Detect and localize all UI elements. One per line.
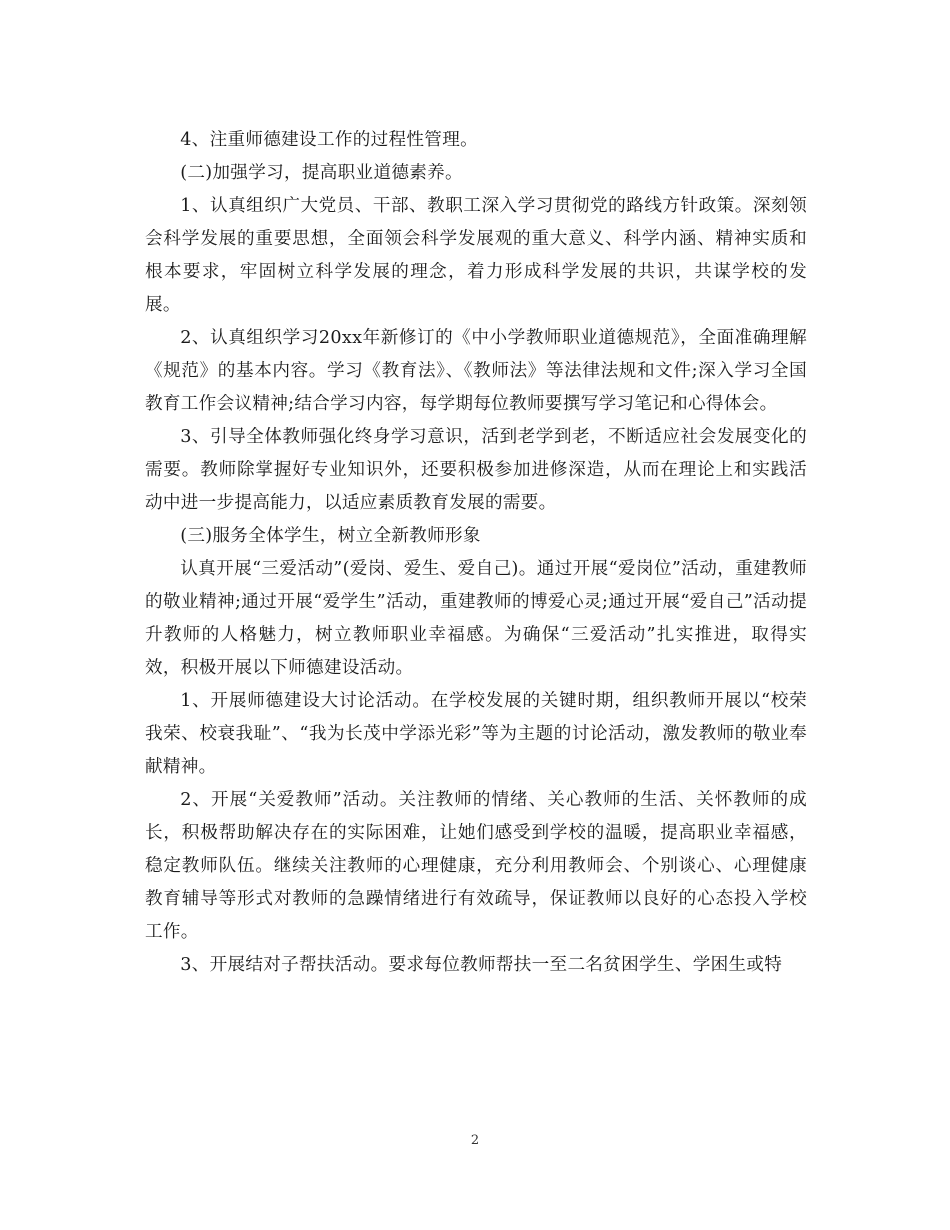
paragraph-item-4-management: 4、注重师德建设工作的过程性管理。 [180, 130, 478, 150]
paragraph-pairing-assistance: 3、开展结对子帮扶活动。要求每位教师帮扶一至二名贫困学生、学困生或特 [180, 955, 783, 975]
paragraph-discussion-activity: 1、开展师德建设大讨论活动。在学校发展的关键时期，组织教师开展以“校荣我荣、校衰我耻”、“我为长茂中学添光彩”等为主题的讨论活动，激发教师的敬业奉献精神。 [145, 691, 807, 777]
paragraph-lifelong-learning: 3、引导全体教师强化终身学习意识，活到老学到老，不断适应社会发展变化的需要。教师除掌握好专业知识外，还要积极参加进修深造，从而在理论上和实践活动中进一步提高能力，以适应素质教育发展的需要。 [145, 427, 807, 513]
document-body [145, 124, 807, 982]
paragraph-study-norms: 2、认真组织学习20xx年新修订的《中小学教师职业道德规范》，全面准确理解《规范》的基本内容。学习《教育法》、《教师法》等法律法规和文件;深入学习全国教育工作会议精神;结合学习内容，每学期每位教师要撰写学习笔记和心得体会。 [145, 328, 807, 414]
section-heading-3: (三)服务全体学生，树立全新教师形象 [180, 526, 481, 546]
paragraph-study-policy: 1、认真组织广大党员、干部、教职工深入学习贯彻党的路线方针政策。深刻领会科学发展的重要思想，全面领会科学发展观的重大意义、科学内涵、精神实质和根本要求，牢固树立科学发展的理念，着力形成科学发展的共识，共谋学校的发展。 [145, 196, 807, 315]
section-heading-2: (二)加强学习，提高职业道德素养。 [180, 163, 463, 183]
paragraph-care-teachers: 2、开展“关爱教师”活动。关注教师的情绪、关心教师的生活、关怀教师的成长，积极帮助解决存在的实际困难，让她们感受到学校的温暖，提高职业幸福感，稳定教师队伍。继续关注教师的心理健康，充分利用教师会、个别谈心、心理健康教育辅导等形式对教师的急躁情绪进行有效疏导，保证教师以良好的心态投入学校工作。 [145, 790, 807, 942]
page-number: 2 [470, 1133, 480, 1148]
paragraph-three-love-activities: 认真开展“三爱活动”(爱岗、爱生、爱自己)。通过开展“爱岗位”活动，重建教师的敬业精神;通过开展“爱学生”活动，重建教师的博爱心灵;通过开展“爱自己”活动提升教师的人格魅力，树立教师职业幸福感。为确保“三爱活动”扎实推进，取得实效，积极开展以下师德建设活动。 [145, 559, 807, 678]
